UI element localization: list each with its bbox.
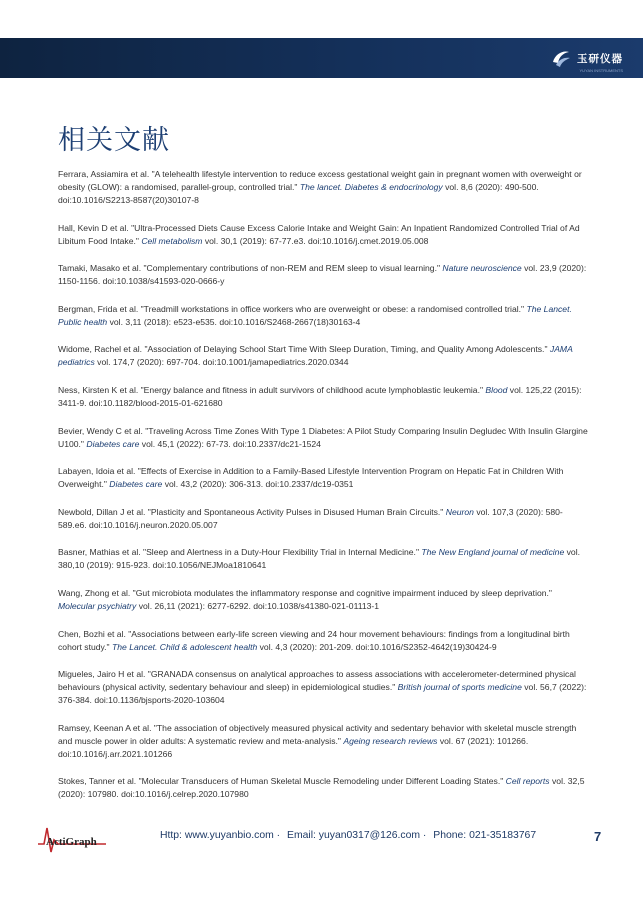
reference-journal: Blood — [485, 384, 508, 395]
reference-details: vol. 125,22 (2015): 3411-9. doi:10.1182/blood-2015-01-621680 — [58, 384, 582, 408]
actigraph-logo — [38, 822, 108, 856]
reference-journal: The New England journal of medicine — [421, 547, 565, 558]
reference-details: vol. 30,1 (2019): 67-77.e3. doi:10.1016/j.cmet.2019.05.008 — [202, 235, 429, 246]
contact-info — [160, 830, 540, 841]
reference-item — [58, 506, 588, 532]
reference-journal: Molecular psychiatry — [58, 600, 137, 611]
reference-details: vol. 8,6 (2020): 490-500. doi:10.1016/S2213-8587(20)30107-8 — [58, 182, 539, 205]
reference-details: vol. 174,7 (2020): 697-704. doi:10.1001/jamapediatrics.2020.0344 — [94, 357, 349, 368]
reference-journal: Nature neuroscience — [442, 263, 522, 274]
reference-details: vol. 4,3 (2020): 201-209. doi:10.1016/S2352-4642(19)30424-9 — [257, 641, 497, 652]
reference-item — [58, 222, 588, 248]
brand-subtitle: YUYAN INSTRUMENTS — [579, 68, 623, 73]
actigraph-logo-text: ActiGraph — [46, 836, 97, 848]
reference-text: Wang, Zhong et al. "Gut microbiota modulates the inflammatory response and cognitive impairment induced by sleep deprivation." — [58, 587, 552, 598]
page-number: 7 — [594, 829, 602, 844]
reference-details: vol. 32,5 (2020): 107980. doi:10.1016/j.celrep.2020.107980 — [58, 776, 585, 800]
reference-journal: The Lancet. Public health — [58, 303, 572, 327]
reference-journal: JAMA pediatrics — [58, 344, 573, 368]
page-title: 相关文献 — [58, 125, 170, 156]
reference-text: Basner, Mathias et al. "Sleep and Alertness in a Duty-Hour Flexibility Trial in Internal Medicine." — [58, 547, 422, 558]
reference-item — [58, 465, 588, 491]
reference-details: vol. 23,9 (2020): 1150-1156. doi:10.1038/s41593-020-0666-y — [58, 263, 587, 287]
reference-item — [58, 262, 588, 288]
reference-text: Migueles, Jairo H et al. "GRANADA consensus on analytical approaches to assess associations with accelerometer-determined physical behaviours (physical activity, sedentary behaviour and sleep) in epidemiological studies." — [58, 669, 576, 693]
reference-details: vol. 380,10 (2019): 915-923. doi:10.1056/NEJMoa1810641 — [58, 547, 580, 571]
email-link[interactable]: Email: yuyan0317@126.com · — [287, 830, 427, 841]
reference-item — [58, 775, 588, 801]
phone-number: Phone: 021-35183767 — [433, 830, 537, 841]
reference-text: Newbold, Dillan J et al. "Plasticity and Spontaneous Activity Pulses in Disused Human Brain Circuits." — [58, 506, 446, 517]
reference-journal: Neuron — [445, 506, 474, 517]
reference-item — [58, 587, 588, 613]
reference-details: vol. 67 (2021): 101266. doi:10.1016/j.arr.2021.101266 — [58, 735, 529, 759]
reference-item — [58, 168, 588, 207]
reference-text: Bevier, Wendy C et al. "Traveling Across Time Zones With Type 1 Diabetes: A Pilot Study Comparing Insulin Degludec With Insulin Glargine U100." — [58, 425, 588, 449]
reference-text: Stokes, Tanner et al. "Molecular Transducers of Human Skeletal Muscle Remodeling under Different Loading States." — [58, 776, 506, 787]
reference-text: Ramsey, Keenan A et al. "The association of objectively measured physical activity and sedentary behavior with skeletal muscle strength and muscle power in older adults: A systematic review and meta-analysis." — [58, 722, 577, 746]
reference-item — [58, 668, 588, 707]
reference-details: vol. 56,7 (2022): 376-384. doi:10.1136/bjsports-2020-103604 — [58, 682, 587, 706]
brand-name: 玉研仪器 — [577, 52, 623, 65]
reference-text: Bergman, Frida et al. "Treadmill workstations in office workers who are overweight or obese: a randomised controlled trial." — [58, 303, 527, 314]
reference-journal: British journal of sports medicine — [397, 682, 522, 693]
reference-journal: Diabetes care — [109, 479, 163, 490]
reference-item — [58, 343, 588, 369]
reference-details: vol. 3,11 (2018): e523-e535. doi:10.1016/S2468-2667(18)30163-4 — [107, 316, 361, 327]
reference-text: Widome, Rachel et al. "Association of Delaying School Start Time With Sleep Duration, Timing, and Quality Among Adolescents." — [58, 344, 550, 355]
reference-text: Ferrara, Assiamira et al. "A telehealth lifestyle intervention to reduce excess gestational weight gain in pregnant women with overweight or obesity (GLOW): a randomised, parallel-group, controlled trial." — [58, 169, 582, 192]
reference-details: vol. 45,1 (2022): 67-73. doi:10.2337/dc21-1524 — [139, 438, 321, 449]
reference-journal: Cell reports — [505, 776, 550, 787]
footer — [0, 818, 643, 858]
reference-details: vol. 43,2 (2020): 306-313. doi:10.2337/dc19-0351 — [162, 479, 354, 490]
reference-details: vol. 26,11 (2021): 6277-6292. doi:10.1038/s41380-021-01113-1 — [136, 600, 380, 611]
reference-text: Chen, Bozhi et al. "Associations between early-life screen viewing and 24 hour movement behaviours: findings from a longitudinal birth cohort study." — [58, 628, 570, 652]
reference-details: vol. 107,3 (2020): 580-589.e6. doi:10.1016/j.neuron.2020.05.007 — [58, 506, 563, 530]
reference-item — [58, 628, 588, 654]
reference-text: Ness, Kirsten K et al. "Energy balance and fitness in adult survivors of childhood acute lymphoblastic leukemia." — [58, 384, 486, 395]
website-link[interactable]: Http: www.yuyanbio.com · — [160, 830, 281, 841]
header-band — [0, 38, 643, 78]
reference-item — [58, 722, 588, 761]
brand — [549, 42, 623, 74]
reference-journal: Diabetes care — [86, 438, 140, 449]
reference-journal: Cell metabolism — [141, 235, 203, 246]
reference-item — [58, 303, 588, 329]
reference-text: Hall, Kevin D et al. "Ultra-Processed Diets Cause Excess Calorie Intake and Weight Gain: An Inpatient Randomized Controlled Trial of Ad Libitum Food Intake." — [58, 222, 580, 246]
reference-journal: Ageing research reviews — [343, 735, 438, 746]
reference-journal: The Lancet. Child & adolescent health — [112, 641, 258, 652]
reference-list — [58, 168, 588, 816]
reference-text: Labayen, Idoia et al. "Effects of Exercise in Addition to a Family-Based Lifestyle Intervention Program on Hepatic Fat in Children With Overweight." — [58, 466, 564, 490]
reference-item — [58, 425, 588, 451]
reference-item — [58, 546, 588, 572]
reference-text: Tamaki, Masako et al. "Complementary contributions of non-REM and REM sleep to visual learning." — [58, 263, 443, 274]
brand-logo-icon — [549, 46, 573, 70]
reference-journal: The lancet. Diabetes & endocrinology — [299, 182, 443, 192]
reference-item — [58, 384, 588, 410]
